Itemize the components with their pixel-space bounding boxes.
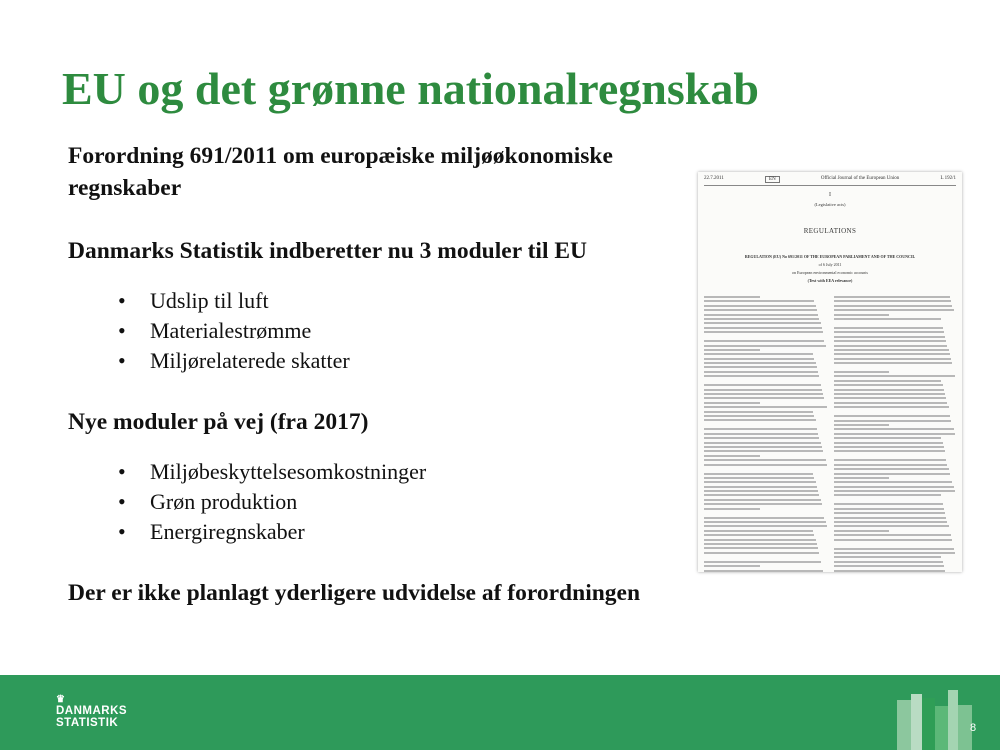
footer-band [0, 675, 1000, 750]
document-text-line [834, 309, 954, 311]
document-text-line [704, 411, 813, 413]
section1-heading: Danmarks Statistik indberetter nu 3 moduler til EU [68, 238, 587, 264]
document-text-line [704, 490, 818, 492]
document-text-line [704, 309, 817, 311]
document-text-line [834, 331, 944, 333]
document-text-line [834, 375, 955, 377]
document-text-line [834, 459, 946, 461]
document-text-line [834, 397, 946, 399]
document-text-line [704, 525, 827, 527]
document-text-line [834, 486, 954, 488]
document-text-line [834, 384, 943, 386]
document-reg-date: of 6 July 2011 [818, 262, 842, 267]
document-text-line [704, 331, 823, 333]
document-text-line [704, 349, 760, 351]
document-text-line [834, 503, 943, 505]
document-text-line [834, 525, 949, 527]
document-text-line [704, 543, 817, 545]
document-text-line [704, 552, 819, 554]
document-text-line [704, 530, 813, 532]
slide-title: EU og det grønne nationalregnskab [62, 63, 759, 114]
document-text-line [834, 353, 950, 355]
section2-list [118, 457, 426, 547]
document-text-line [834, 539, 952, 541]
document-text-line [834, 345, 947, 347]
document-text-line [834, 530, 889, 532]
logo-line-2: STATISTIK [56, 717, 119, 729]
document-text-line [834, 517, 946, 519]
document-text-line [834, 371, 889, 373]
document-text-line [834, 468, 949, 470]
document-text-line [704, 314, 818, 316]
document-text-line [704, 570, 823, 572]
document-text-line [834, 406, 949, 408]
document-text-line [834, 433, 955, 435]
list-item: • Miljøbeskyttelsesomkostninger [118, 457, 426, 487]
document-reg-note: (Text with EEA relevance) [807, 278, 853, 283]
document-text-line [834, 340, 946, 342]
section1-list [118, 286, 350, 376]
document-text-line [704, 384, 821, 386]
document-text-line [834, 300, 951, 302]
document-text-line [834, 446, 944, 448]
document-text-line [704, 561, 821, 563]
document-text-line [834, 512, 945, 514]
list-item: • Udslip til luft [118, 286, 350, 316]
document-text-line [704, 433, 818, 435]
document-text-line [834, 556, 941, 558]
document-text-line [704, 503, 822, 505]
decor-bar [935, 706, 948, 750]
regulation-document-image [698, 172, 962, 572]
document-text-line [704, 389, 822, 391]
document-text-line [704, 415, 814, 417]
document-text-line [704, 481, 816, 483]
document-text-line [834, 327, 943, 329]
danmarks-statistik-logo [56, 694, 127, 729]
document-text-line [704, 477, 814, 479]
document-text-line [704, 534, 814, 536]
document-text-line [834, 473, 950, 475]
document-journal: Official Journal of the European Union [820, 176, 900, 181]
document-text-line [704, 371, 818, 373]
document-text-line [834, 420, 951, 422]
intro-heading [68, 140, 613, 204]
list-item: • Energiregnskaber [118, 517, 426, 547]
list-item: • Materialestrømme [118, 316, 350, 346]
document-text-line [834, 481, 952, 483]
document-text-line [704, 322, 821, 324]
document-text-line [834, 296, 950, 298]
page-number: 8 [970, 722, 977, 734]
document-text-line [704, 345, 826, 347]
document-text-line [834, 415, 950, 417]
document-text-line [704, 508, 760, 510]
document-text-line [704, 375, 819, 377]
document-text-line [834, 402, 947, 404]
document-text-line [704, 296, 760, 298]
document-text-line [834, 548, 954, 550]
document-text-line [704, 486, 817, 488]
document-text-line [834, 318, 941, 320]
document-text-line [704, 305, 816, 307]
document-text-line [704, 464, 827, 466]
document-text-line [834, 565, 944, 567]
document-lang: EN [765, 176, 780, 183]
document-text-line [834, 380, 941, 382]
document-text-line [704, 402, 760, 404]
document-left-column [704, 296, 828, 572]
document-text-line [704, 327, 822, 329]
document-text-line [834, 552, 955, 554]
list-item: • Grøn produktion [118, 487, 426, 517]
decor-bar [897, 700, 911, 750]
document-text-line [704, 366, 817, 368]
document-text-line [834, 437, 941, 439]
decor-bar [922, 698, 935, 750]
list-item: • Miljørelaterede skatter [118, 346, 350, 376]
document-text-line [834, 508, 944, 510]
document-text-line [834, 424, 889, 426]
document-text-line [704, 547, 818, 549]
document-text-line [834, 464, 947, 466]
document-text-line [704, 437, 819, 439]
document-text-line [704, 353, 813, 355]
document-text-line [704, 318, 819, 320]
decor-bar [911, 694, 922, 750]
document-text-line [834, 450, 945, 452]
document-text-line [704, 340, 824, 342]
document-text-line [704, 393, 823, 395]
document-text-line [704, 517, 824, 519]
document-date: 22.7.2011 [704, 176, 724, 181]
document-text-line [704, 397, 824, 399]
document-text-line [834, 494, 941, 496]
crown-icon: ♛ [56, 694, 66, 705]
document-right-column [834, 296, 956, 572]
document-acts: (Legislative acts) [814, 202, 846, 207]
document-text-line [834, 428, 954, 430]
document-roman: I [829, 192, 831, 198]
intro-line-2: regnskaber [68, 175, 182, 201]
document-text-line [704, 450, 823, 452]
document-text-line [834, 561, 943, 563]
document-text-line [834, 521, 947, 523]
conclusion-text: Der er ikke planlagt yderligere udvidelse af forordningen [68, 580, 641, 606]
decor-bar [948, 690, 958, 750]
document-text-line [834, 534, 951, 536]
document-section: REGULATIONS [803, 227, 857, 235]
document-text-line [704, 459, 826, 461]
document-text-line [834, 477, 889, 479]
document-ref: L 192/1 [940, 176, 956, 181]
document-text-line [704, 539, 816, 541]
document-text-line [704, 419, 816, 421]
document-text-line [704, 442, 821, 444]
intro-line-1: Forordning 691/2011 om europæiske miljøøkonomiske [68, 143, 613, 169]
document-header [704, 176, 956, 186]
document-text-line [704, 521, 826, 523]
document-text-line [834, 570, 945, 572]
document-text-line [834, 362, 952, 364]
document-text-line [704, 499, 821, 501]
document-text-line [704, 358, 814, 360]
document-text-line [834, 393, 945, 395]
section2-heading: Nye moduler på vej (fra 2017) [68, 409, 369, 435]
document-text-line [834, 389, 944, 391]
document-text-line [704, 494, 819, 496]
document-text-line [704, 300, 814, 302]
document-text-line [704, 565, 760, 567]
logo-line-1: DANMARKS [56, 705, 128, 717]
document-text-line [834, 442, 943, 444]
document-text-line [834, 349, 949, 351]
document-text-line [834, 305, 952, 307]
document-text-line [704, 446, 822, 448]
document-reg-title: REGULATION (EU) No 691/2011 OF THE EUROPEAN PARLIAMENT AND OF THE COUNCIL [744, 254, 916, 259]
document-text-line [704, 455, 760, 457]
document-reg-subject: on European environmental economic accounts [792, 270, 868, 275]
document-text-line [834, 358, 951, 360]
document-text-line [704, 428, 817, 430]
document-text-line [704, 362, 816, 364]
document-text-line [704, 406, 827, 408]
document-text-line [834, 336, 945, 338]
document-text-line [834, 490, 955, 492]
document-text-line [704, 473, 813, 475]
document-text-line [834, 314, 889, 316]
